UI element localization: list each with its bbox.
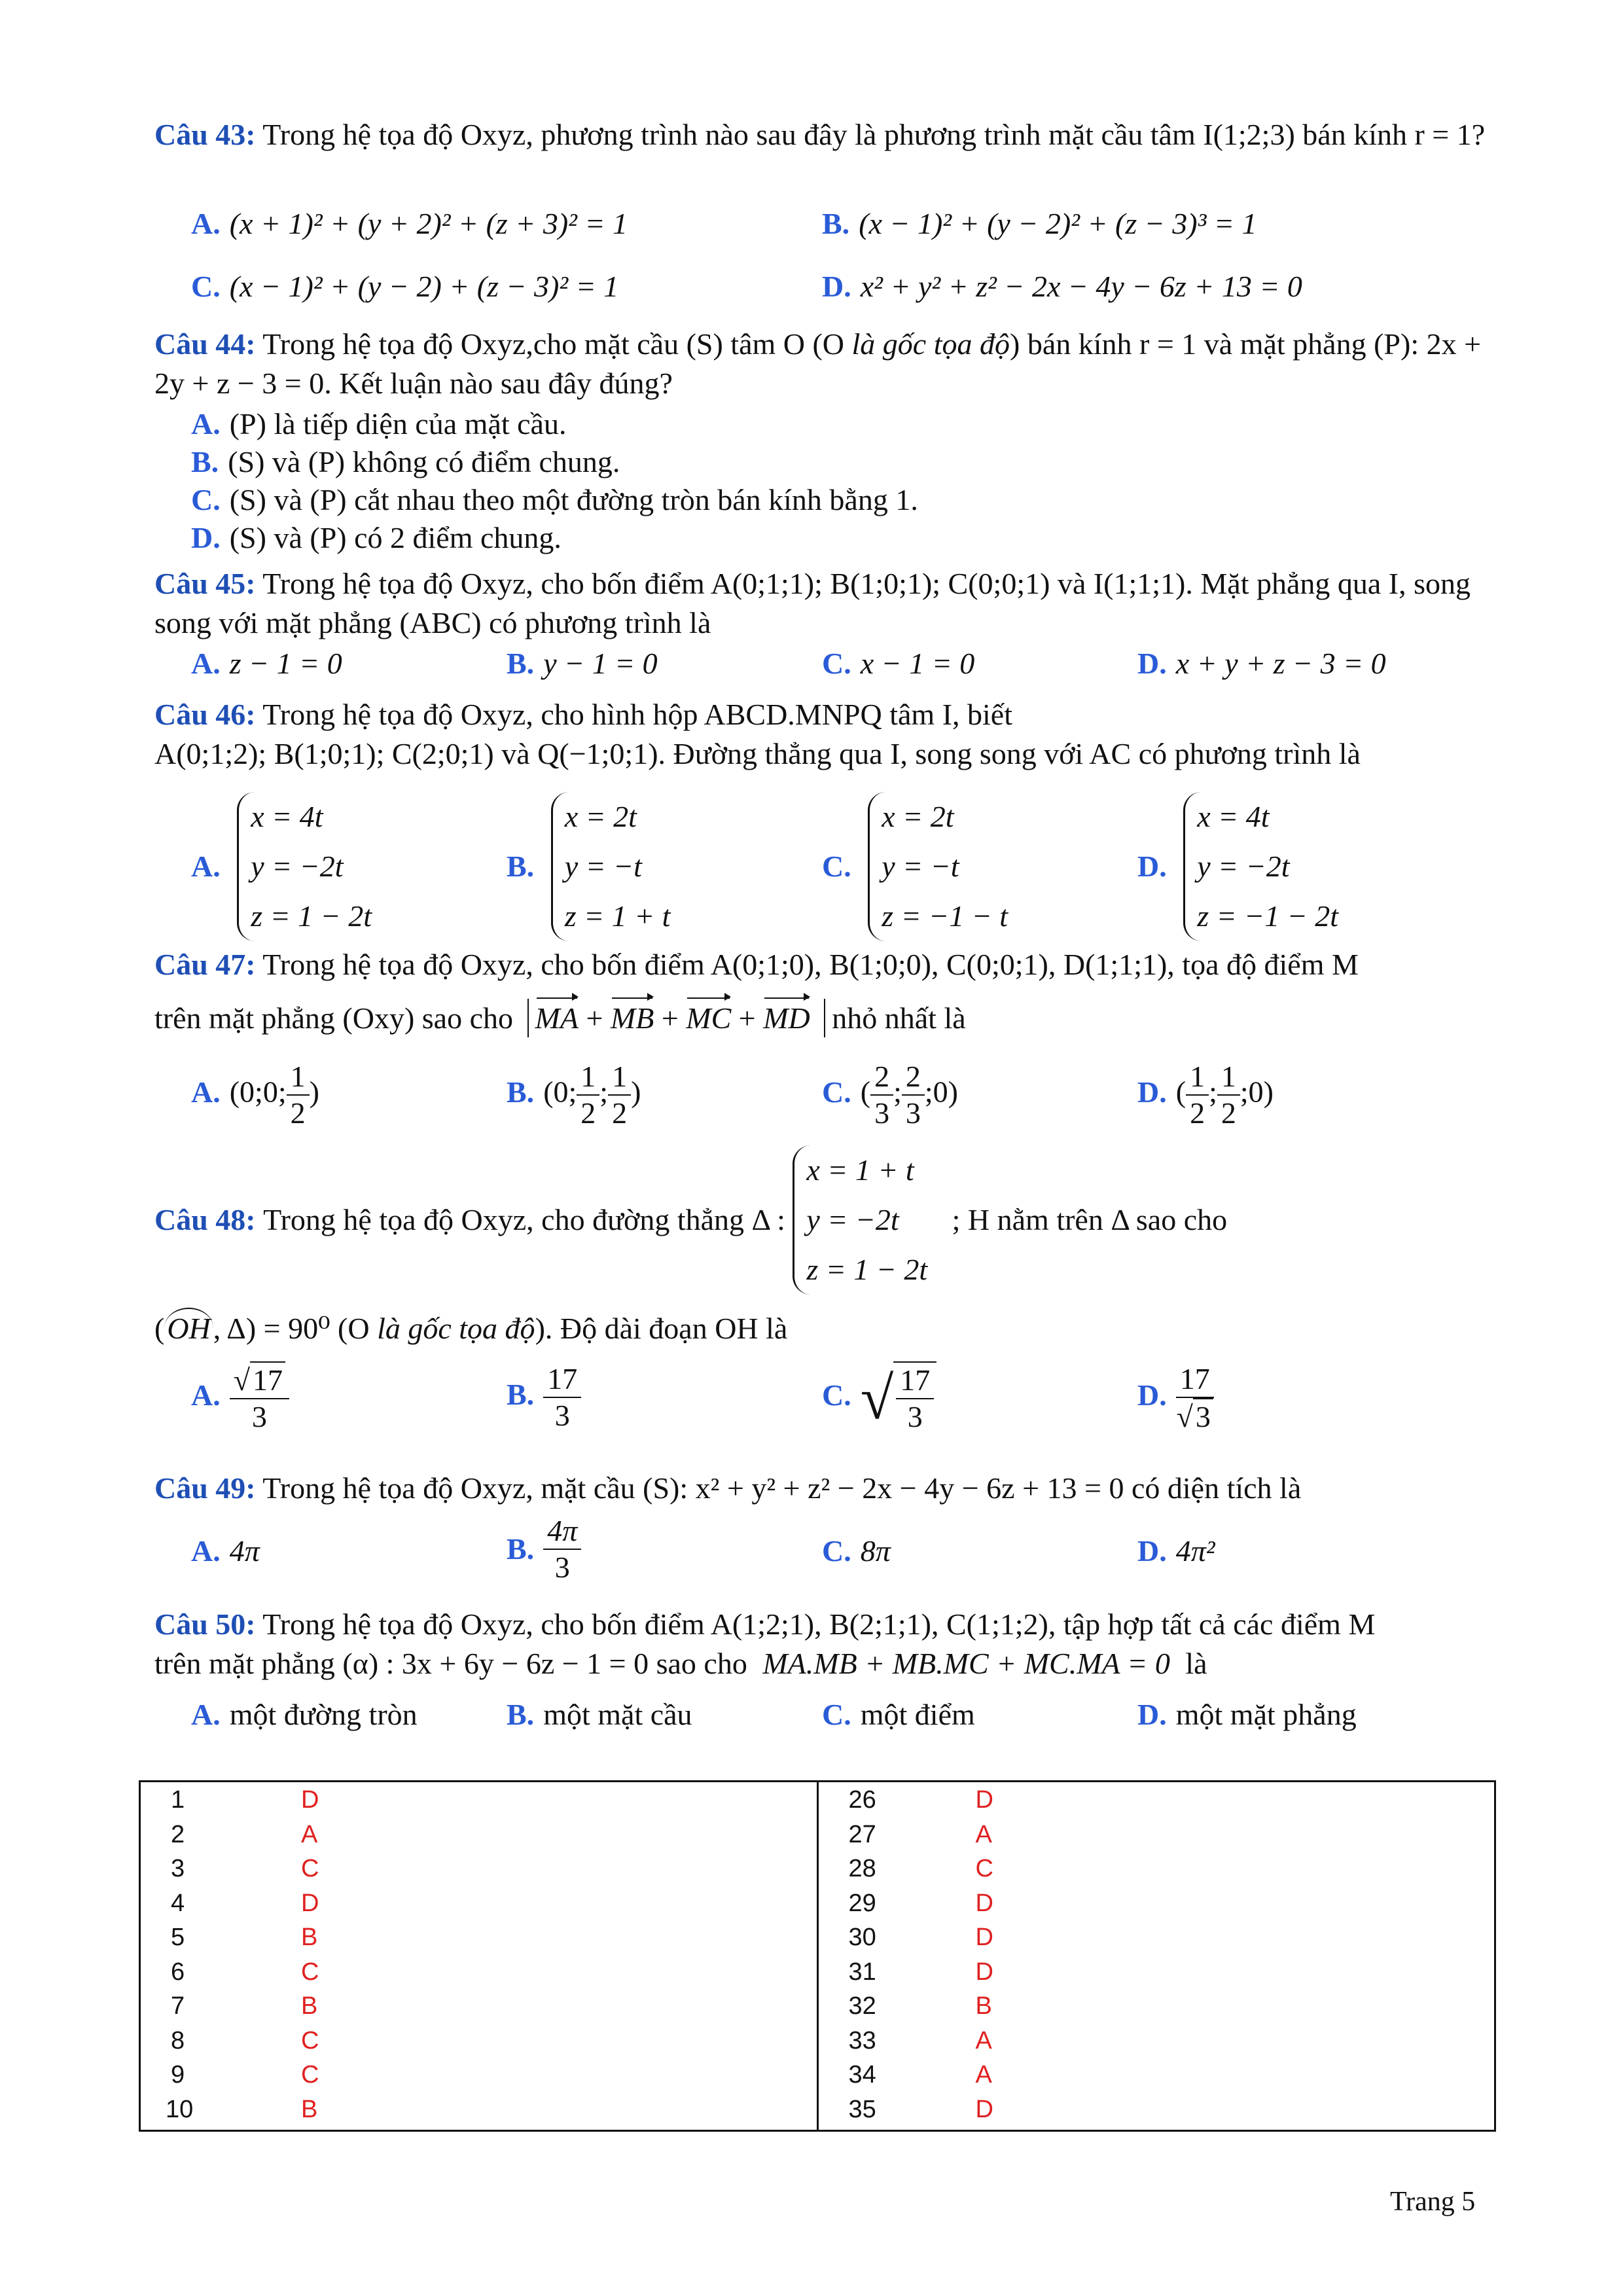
q44-option-c[interactable]: C. (S) và (P) cắt nhau theo một đường tròn bán kính bằng 1. <box>191 483 918 516</box>
q50-option-c[interactable]: C. một điểm <box>822 1698 975 1731</box>
question-47-line2: trên mặt phẳng (Oxy) sao cho MA + MB + MC + MD nhỏ nhất là <box>154 999 1489 1038</box>
question-text: Trong hệ tọa độ Oxyz, mặt cầu (S): x² + y² + z² − 2x − 4y − 6z + 13 = 0 có diện tích là <box>262 1471 1302 1505</box>
q47-option-c[interactable]: C. ( $\frac{2}{3}$ ; $\frac{2}{3}$ ;0) <box>822 1060 958 1130</box>
q48-option-a[interactable]: A. $\frac{√17}{3}$ <box>191 1361 289 1435</box>
answer-row: 33 A <box>848 2026 992 2054</box>
line-equation-system: x = 1 + t y = −2t z = 1 − 2t <box>793 1145 927 1295</box>
vector-dot-expression: MA.MB + MB.MC + MC.MA = 0 <box>762 1647 1170 1680</box>
q48-option-c[interactable]: C. √ $\frac{17}{3}$ <box>822 1361 936 1435</box>
question-label: Câu 50: <box>154 1607 256 1641</box>
q47-option-b[interactable]: B. (0; $\frac{1}{2}$ ; $\frac{1}{2}$ ) <box>507 1060 641 1130</box>
question-label: Câu 43: <box>154 118 256 151</box>
question-label: Câu 44: <box>154 327 256 361</box>
question-text: Trong hệ tọa độ Oxyz, phương trình nào sau đây là phương trình mặt cầu tâm I(1;2;3) bán kính r = 1? <box>262 118 1486 151</box>
question-44: Câu 44: Trong hệ tọa độ Oxyz,cho mặt cầu (S) tâm O (O là gốc tọa độ) bán kính r = 1 và mặt phẳng (P): 2x + 2y + z − 3 = 0. Kết luận nào sau đây đúng? <box>154 327 1482 400</box>
question-label: Câu 48: <box>154 1203 256 1236</box>
question-text: Trong hệ tọa độ Oxyz, cho bốn điểm A(0;1;1); B(1;0;1); C(0;0;1) và I(1;1;1). Mặt phẳng qua I, song song với mặt phẳng (ABC) có phương trình là <box>154 567 1471 639</box>
question-46: Câu 46: Trong hệ tọa độ Oxyz, cho hình hộp ABCD.MNPQ tâm I, biết A(0;1;2); B(1;0;1); C(2;0;1) và Q(−1;0;1). Đường thẳng qua I, song song với AC có phương trình là <box>154 698 1361 770</box>
vector-sum-norm: MA + MB + MC + MD <box>527 999 826 1037</box>
q50-option-d[interactable]: D. một mặt phẳng <box>1137 1698 1357 1731</box>
question-label: Câu 46: <box>154 698 256 731</box>
question-43 <box>154 115 1489 154</box>
answer-row: 35 D <box>848 2095 993 2123</box>
q46-option-d[interactable]: D. x = 4t y = −2t z = −1 − 2t <box>1137 792 1338 941</box>
equation-system: x = 2t y = −t z = −1 − t <box>868 792 1008 941</box>
answer-row: 2 A <box>171 1820 318 1848</box>
q43-option-c[interactable]: C. (x − 1)² + (y − 2) + (z − 3)² = 1 <box>191 270 619 303</box>
answer-column-right <box>817 1782 1495 2131</box>
question-48: Câu 48: Trong hệ tọa độ Oxyz, cho đường thẳng Δ : x = 1 + t y = −2t z = 1 − 2t ; H nằm trên Δ sao cho <box>154 1145 1489 1295</box>
answer-row: 3 C <box>171 1855 319 1882</box>
answer-column-left <box>140 1782 818 2131</box>
answer-row: 7 B <box>171 1992 318 2020</box>
answer-row: 4 D <box>171 1889 319 1917</box>
question-50: Câu 50: Trong hệ tọa độ Oxyz, cho bốn điểm A(1;2;1), B(2;1;1), C(1;1;2), tập hợp tất cả các điểm M trên mặt phẳng (α) : 3x + 6y − 6z − 1 = 0 sao cho MA.MB + MB.MC + MC.MA = 0 là <box>154 1607 1376 1680</box>
q48-option-d[interactable]: D. $\frac{17}{√3}$ <box>1137 1361 1214 1435</box>
q49-option-d[interactable]: D. 4π² <box>1137 1534 1215 1568</box>
answer-row: 5 B <box>171 1924 318 1951</box>
q49-option-b[interactable]: B. $\frac{4\pi}{3}$ <box>507 1513 581 1585</box>
q49-option-c[interactable]: C. 8π <box>822 1534 891 1568</box>
question-label: Câu 49: <box>154 1471 256 1505</box>
q45-option-b[interactable]: B. y − 1 = 0 <box>507 647 658 680</box>
q43-option-a[interactable]: A. (x + 1)² + (y + 2)² + (z + 3)² = 1 <box>191 207 628 240</box>
question-label: Câu 45: <box>154 567 256 600</box>
q44-option-b[interactable]: B. (S) và (P) không có điểm chung. <box>191 445 620 478</box>
answer-row: 9 C <box>171 2061 319 2089</box>
equation-system: x = 4t y = −2t z = 1 − 2t <box>237 792 372 941</box>
answer-row: 30 D <box>848 1924 993 1951</box>
answer-row: 31 D <box>848 1958 993 1986</box>
answer-row: 8 C <box>171 2026 319 2054</box>
q43-option-b[interactable]: B. (x − 1)² + (y − 2)² + (z − 3)³ = 1 <box>822 207 1257 240</box>
answer-key-table <box>139 1780 1496 2132</box>
q46-option-c[interactable]: C. x = 2t y = −t z = −1 − t <box>822 792 1008 941</box>
q50-option-b[interactable]: B. một mặt cầu <box>507 1698 692 1731</box>
answer-row: 28 C <box>848 1855 993 1882</box>
q45-option-d[interactable]: D. x + y + z − 3 = 0 <box>1137 647 1386 680</box>
q48-option-b[interactable]: B. $\frac{17}{3}$ <box>507 1361 581 1433</box>
q43-option-d[interactable]: D. x² + y² + z² − 2x − 4y − 6z + 13 = 0 <box>822 270 1302 303</box>
equation-system: x = 2t y = −t z = 1 + t <box>551 792 671 941</box>
answer-row: 10 B <box>166 2095 318 2123</box>
q49-option-a[interactable]: A. 4π <box>191 1534 260 1568</box>
question-48-line2: (OH, Δ) = 90⁰ (O là gốc tọa độ). Độ dài đoạn OH là <box>154 1308 1489 1348</box>
q45-option-c[interactable]: C. x − 1 = 0 <box>822 647 975 680</box>
q46-option-b[interactable]: B. x = 2t y = −t z = 1 + t <box>507 792 670 941</box>
q50-option-a[interactable]: A. một đường tròn <box>191 1698 418 1731</box>
q44-option-d[interactable]: D. (S) và (P) có 2 điểm chung. <box>191 521 562 554</box>
page-number: Trang 5 <box>1390 2187 1476 2217</box>
answer-row: 26 D <box>848 1786 993 1814</box>
q47-option-a[interactable]: A. (0;0; $\frac{1}{2}$ ) <box>191 1060 319 1130</box>
question-49 <box>154 1469 1489 1508</box>
q47-option-d[interactable]: D. ( $\frac{1}{2}$ ; $\frac{1}{2}$ ;0) <box>1137 1060 1274 1130</box>
answer-row: 6 C <box>171 1958 319 1986</box>
question-47: Câu 47: Trong hệ tọa độ Oxyz, cho bốn điểm A(0;1;0), B(1;0;0), C(0;0;1), D(1;1;1), tọa độ điểm M <box>154 948 1359 981</box>
q44-option-a[interactable]: A. (P) là tiếp diện của mặt cầu. <box>191 407 567 440</box>
q46-option-a[interactable]: A. x = 4t y = −2t z = 1 − 2t <box>191 792 372 941</box>
question-45 <box>154 564 1489 643</box>
equation-system: x = 4t y = −2t z = −1 − 2t <box>1183 792 1338 941</box>
q45-option-a[interactable]: A. z − 1 = 0 <box>191 647 342 680</box>
answer-row: 32 B <box>848 1992 992 2020</box>
answer-row: 34 A <box>848 2061 992 2089</box>
question-label: Câu 47: <box>154 948 256 981</box>
answer-row: 1 D <box>171 1786 319 1814</box>
answer-row: 29 D <box>848 1889 993 1917</box>
answer-row: 27 A <box>848 1820 992 1848</box>
